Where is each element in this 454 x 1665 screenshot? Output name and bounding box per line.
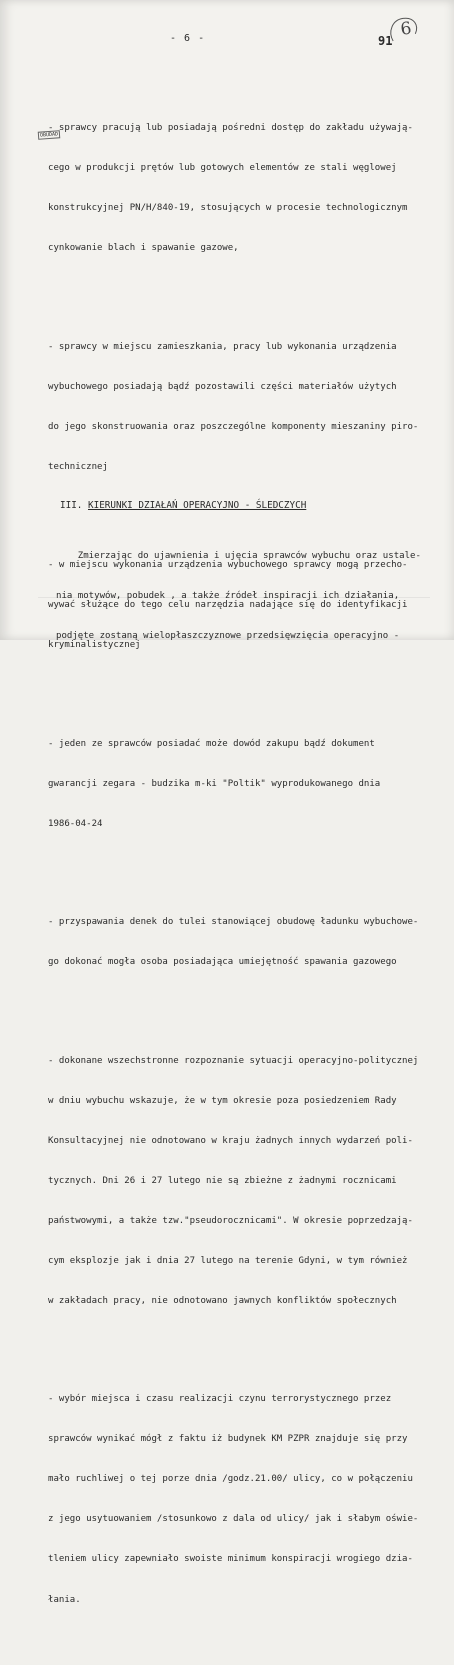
text-line: w dniu wybuchu wskazuje, że w tym okresie poza posiedzeniem Rady: [48, 1095, 397, 1106]
text-line: - w miejscu wykonania urządzenia wybuchowego sprawcy mogą przecho-: [48, 560, 408, 571]
text-line: cego w produkcji prętów lub gotowych elementów ze stali węglowej: [48, 163, 397, 174]
paragraph-6: [48, 1028, 440, 1335]
text-line: tleniem ulicy zapewniało swoiste minimum konspiracji wrogiego dzia-: [48, 1554, 413, 1565]
text-line: - dokonane wszechstronne rozpoznanie sytuacji operacyjno-politycznej: [48, 1055, 419, 1066]
paragraph-7: [48, 1367, 440, 1634]
text-line: kryminalistycznej: [48, 640, 141, 651]
handwritten-folio: [390, 15, 424, 49]
text-line: wybuchowego posiadają bądź pozostawili części materiałów użytych: [48, 381, 397, 392]
handwritten-folio-text: 6: [399, 18, 413, 40]
text-line: łania.: [48, 1594, 81, 1605]
text-line: mało ruchliwej o tej porze dnia /godz.21.00/ ulicy, co w połączeniu: [48, 1474, 413, 1485]
text-line: go dokonać mogła osoba posiadająca umiejętność spawania gazowego: [48, 957, 397, 968]
text-line: cym eksplozje jak i dnia 27 lutego na terenie Gdyni, w tym również: [48, 1255, 408, 1266]
section-title: KIERUNKI DZIAŁAŃ OPERACYJNO - ŚLEDCZYCH: [88, 500, 307, 511]
text-line: do jego skonstruowania oraz poszczególne komponenty mieszaniny piro-: [48, 421, 419, 432]
text-line: gwarancji zegara - budzika m-ki "Poltik" wyprodukowanego dnia: [48, 778, 381, 789]
paragraph-4: [48, 711, 440, 858]
scan-artifact: [38, 597, 430, 598]
text-line: cynkowanie blach i spawanie gazowe,: [48, 243, 239, 254]
text-line: 1986-04-24: [48, 818, 103, 829]
text-line: Konsultacyjnej nie odnotowano w kraju żadnych innych wydarzeń poli-: [48, 1135, 413, 1146]
section-number: III.: [60, 500, 83, 511]
document-body: [48, 69, 440, 1665]
paragraph-1: [48, 96, 440, 283]
text-line: - jeden ze sprawców posiadać może dowód zakupu bądź dokument: [48, 738, 375, 749]
text-line: państwowymi, a także tzw."pseudorocznicami". W okresie poprzedzają-: [48, 1215, 413, 1226]
text-line: z jego usytuowaniem /stosunkowo z dala od ulicy/ jak i słabym oświe-: [48, 1514, 419, 1525]
text-line: Zmierzając do ujawnienia i ujęcia sprawców wybuchu oraz ustale-: [56, 550, 421, 561]
text-line: sprawców wynikać mógł z faktu iż budynek KM PZPR znajduje się przy: [48, 1434, 408, 1445]
text-line: nia motywów, pobudek , a także źródeł inspiracji ich działania,: [56, 590, 400, 601]
text-line: technicznej: [48, 461, 108, 472]
text-line: podjęte zostaną wielopłaszczyznowe przedsięwzięcia operacyjno -: [56, 630, 400, 641]
stamp: OBUDAD: [38, 130, 61, 140]
text-line: w zakładach pracy, nie odnotowano jawnych konfliktów społecznych: [48, 1295, 397, 1306]
text-line: - wybór miejsca i czasu realizacji czynu terrorystycznego przez: [48, 1394, 392, 1405]
text-line: wywać służące do tego celu narzędzia nadające się do identyfikacji: [48, 600, 408, 611]
text-line: tycznych. Dni 26 i 27 lutego nie są zbieżne z żadnymi rocznicami: [48, 1175, 397, 1186]
paragraph-5: [48, 890, 440, 997]
text-line: konstrukcyjnej PN/H/840-19, stosujących w procesie technologicznym: [48, 203, 408, 214]
text-line: - przyspawania denek do tulei stanowiącej obudowę ładunku wybuchowe-: [48, 917, 419, 928]
page-number: - 6 -: [170, 33, 206, 44]
folio-number: 91: [378, 34, 393, 48]
text-line: - sprawcy pracują lub posiadają pośredni dostęp do zakładu używają-: [48, 123, 413, 134]
section-heading: [60, 500, 306, 511]
text-line: - sprawcy w miejscu zamieszkania, pracy lub wykonania urządzenia: [48, 341, 397, 352]
paragraph-2: [48, 314, 440, 501]
